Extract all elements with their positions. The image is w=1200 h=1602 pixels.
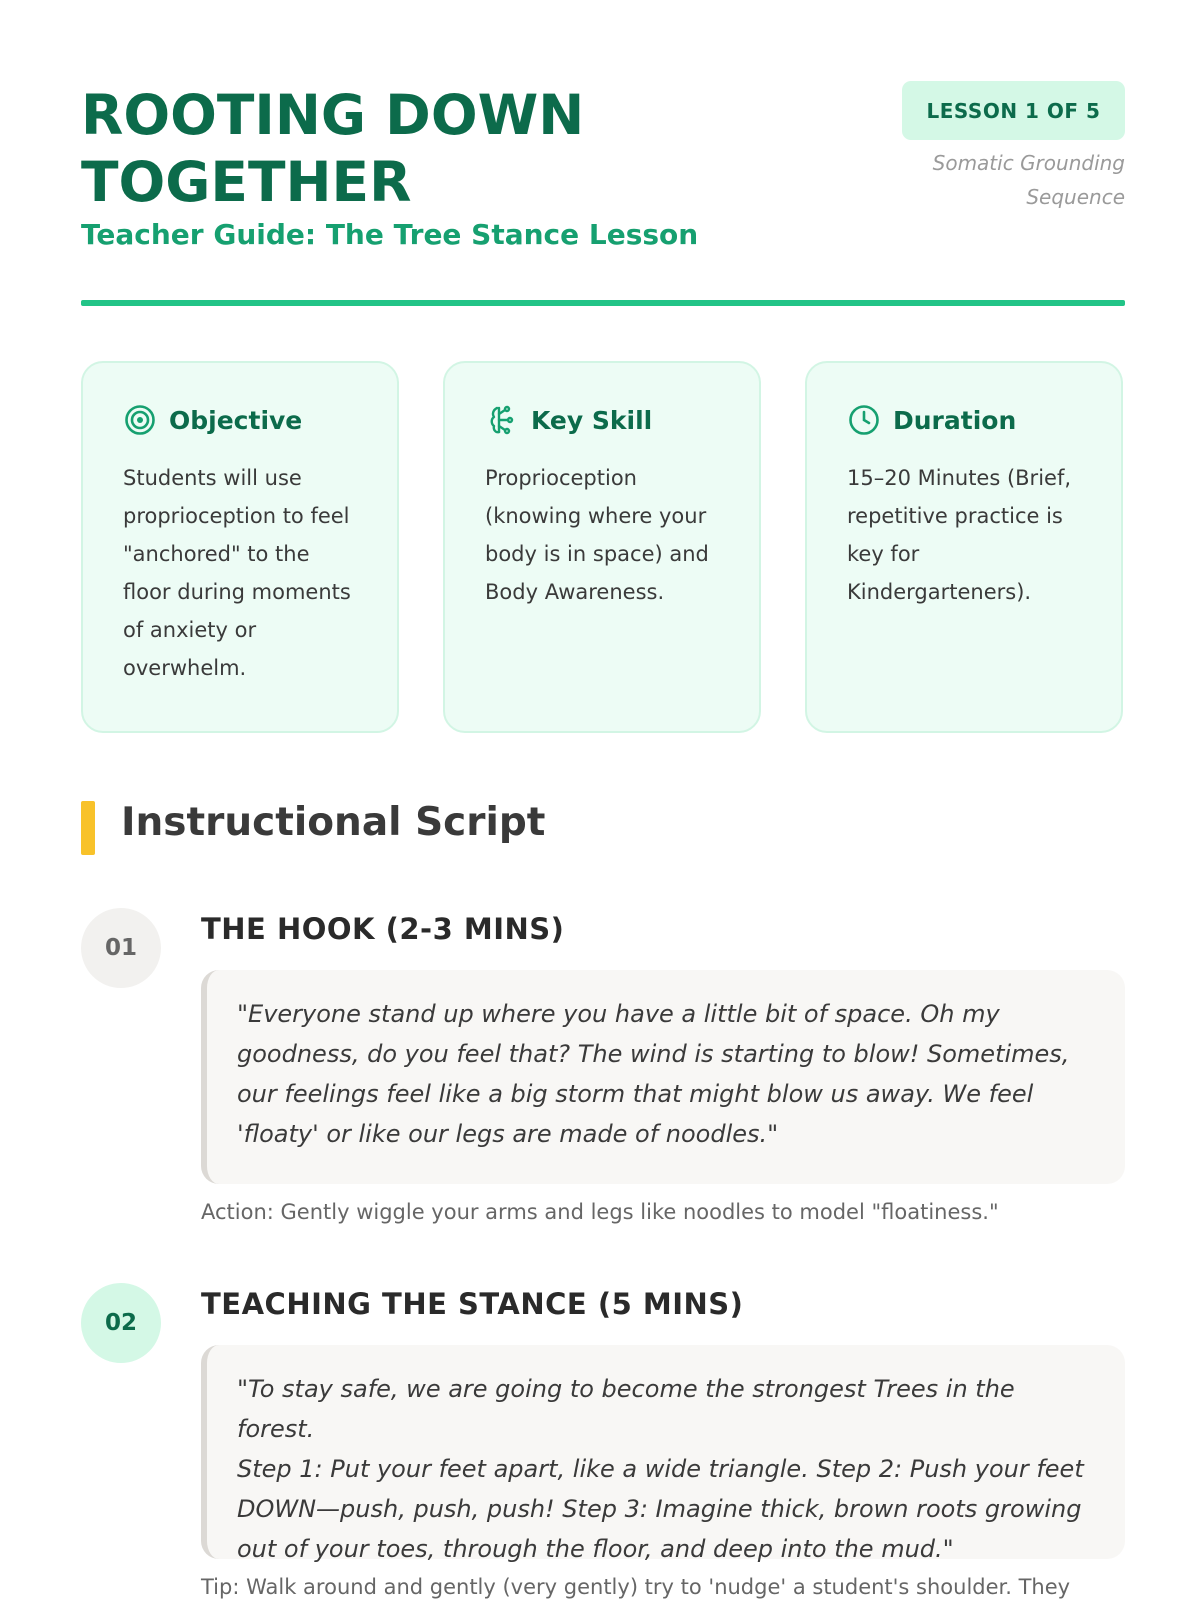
- quote-line: "Everyone stand up where you have a little bit of space. Oh my: [237, 1000, 1000, 1028]
- card-text-line: of anxiety or: [123, 618, 257, 642]
- title-line-1: ROOTING DOWN: [81, 83, 585, 147]
- clock-icon: [847, 403, 881, 437]
- step-number-badge: 02: [81, 1283, 161, 1363]
- key-skill-card: [443, 361, 761, 733]
- section-title: Instructional Script: [121, 800, 546, 845]
- card-text-line: Body Awareness.: [485, 580, 665, 604]
- card-text-line: overwhelm.: [123, 656, 247, 680]
- quote-line: 'floaty' or like our legs are made of noodles.": [237, 1120, 779, 1148]
- quote-line: DOWN—push, push, push! Step 3: Imagine thick, brown roots growing: [237, 1495, 1082, 1523]
- card-text-line: Proprioception: [485, 466, 637, 490]
- step-action-note: Action: Gently wiggle your arms and legs like noodles to model "floatiness.": [201, 1200, 999, 1224]
- lesson-badge: LESSON 1 OF 5: [902, 81, 1125, 140]
- page-subtitle: Teacher Guide: The Tree Stance Lesson: [81, 218, 699, 251]
- key-skill-card-text: [485, 459, 721, 611]
- key-skill-card-title: Key Skill: [531, 405, 653, 435]
- sequence-line-2: Sequence: [1026, 185, 1125, 209]
- card-text-line: 15–20 Minutes (Brief,: [847, 466, 1072, 490]
- card-text-line: proprioception to feel: [123, 504, 350, 528]
- quote-line: our feelings feel like a big storm that might blow us away. We feel: [237, 1080, 1034, 1108]
- card-text-line: key for: [847, 542, 920, 566]
- card-text-line: body is in space) and: [485, 542, 709, 566]
- card-text-line: Students will use: [123, 466, 302, 490]
- section-accent-bar: [81, 801, 95, 855]
- step-tip-note: Tip: Walk around and gently (very gently) try to 'nudge' a student's shoulder. They: [201, 1575, 1071, 1599]
- script-quote: [201, 1345, 1125, 1563]
- script-quote: [201, 970, 1125, 1184]
- duration-card-header: [847, 403, 1083, 437]
- quote-line: out of your toes, through the floor, and deep into the mud.": [237, 1535, 954, 1563]
- objective-card-header: [123, 403, 359, 437]
- objective-card-text: [123, 459, 359, 687]
- duration-card-text: [847, 459, 1083, 611]
- card-text-line: repetitive practice is: [847, 504, 1063, 528]
- objective-card: [81, 361, 399, 733]
- objective-card-title: Objective: [169, 405, 303, 435]
- page-title: [81, 82, 801, 216]
- header-divider: [81, 300, 1125, 306]
- key-skill-card-header: [485, 403, 721, 437]
- step-title: THE HOOK (2-3 MINS): [201, 912, 565, 946]
- duration-card: [805, 361, 1123, 733]
- card-text-line: floor during moments: [123, 580, 351, 604]
- title-line-2: TOGETHER: [81, 150, 412, 214]
- card-text-line: (knowing where your: [485, 504, 707, 528]
- card-text-line: Kindergarteners).: [847, 580, 1032, 604]
- step-number-badge: 01: [81, 908, 161, 988]
- quote-line: Step 1: Put your feet apart, like a wide triangle. Step 2: Push your feet: [237, 1455, 1084, 1483]
- step-title: TEACHING THE STANCE (5 MINS): [201, 1287, 744, 1321]
- quote-line: goodness, do you feel that? The wind is starting to blow! Sometimes,: [237, 1040, 1070, 1068]
- target-icon: [123, 403, 157, 437]
- sequence-label: [895, 146, 1125, 214]
- duration-card-title: Duration: [893, 405, 1017, 435]
- body-icon: [485, 403, 519, 437]
- sequence-line-1: Somatic Grounding: [932, 151, 1125, 175]
- quote-line: "To stay safe, we are going to become the strongest Trees in the forest.: [237, 1375, 1015, 1443]
- card-text-line: "anchored" to the: [123, 542, 310, 566]
